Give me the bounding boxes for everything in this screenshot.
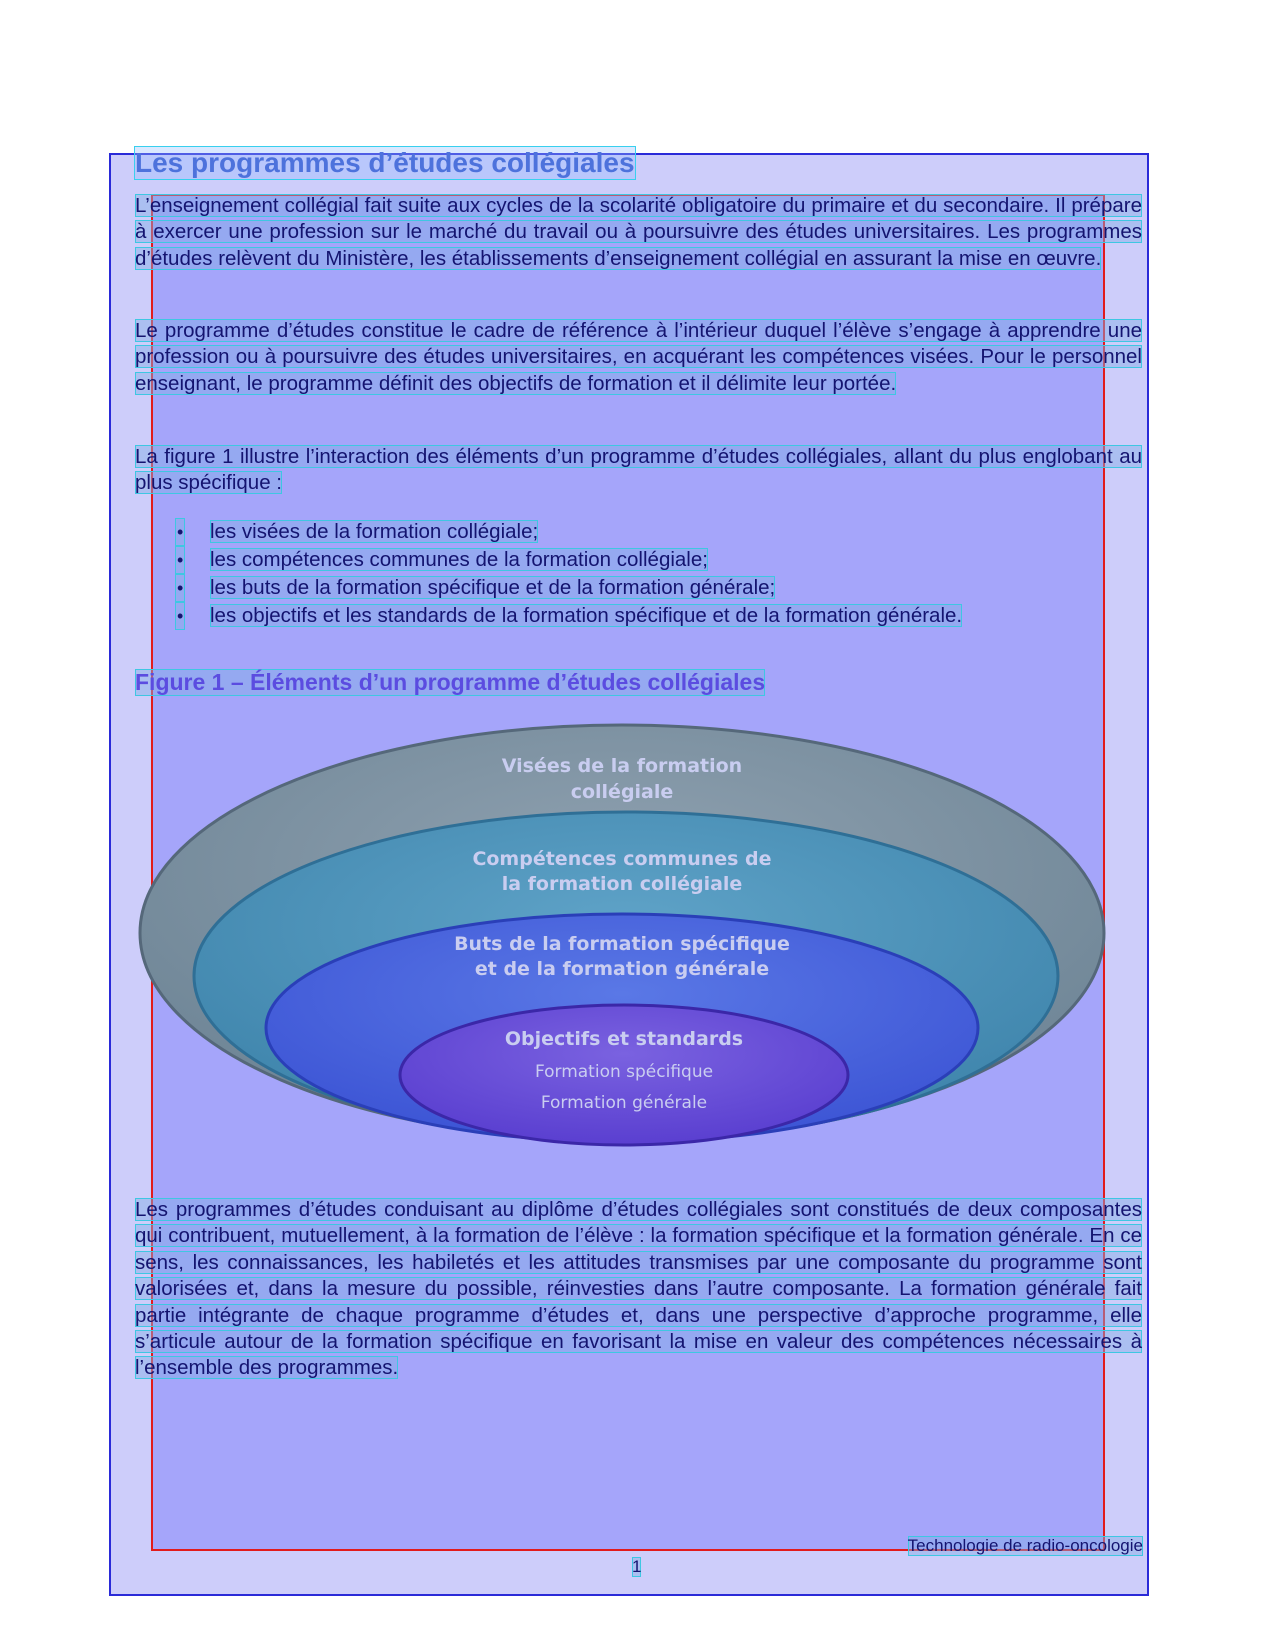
components-paragraph-text: Les programmes d’études conduisant au diplôme d’études collégiales sont constitués de deux composantes qui contribuent, mutuellement, à la formation de l’élève : la formation spécifique et la formation générale. En ce sens, les connaissances, les habiletés et les attitudes transmises par une composante du programme sont valorisées et, dans la mesure du possible, réinvesties dans l’autre composante. La formation générale fait partie intégrante de chaque programme d’études et, dans une perspective d’approche programme, elle s’articule autour de la formation spécifique en favorisant la mise en valeur des compétences nécessaires à l’ensemble des programmes.: [135, 1198, 1142, 1380]
objectifs-label-line1: Objectifs et standards: [504, 1028, 744, 1050]
figure-intro-paragraph: [135, 444, 1142, 497]
intro-paragraph-text: L’enseignement collégial fait suite aux cycles de la scolarité obligatoire du primaire et du secondaire. Il prépare à exercer une profession sur le marché du travail ou à poursuivre des études universitaires. Les programmes d’études relèvent du Ministère, les établissements d’enseignement collégial en assurant la mise en œuvre.: [135, 194, 1142, 270]
objectifs-label-line3: Formation générale: [540, 1093, 708, 1113]
competences-label-line2: la formation collégiale: [501, 873, 743, 895]
visees-label-line1: Visées de la formation: [501, 755, 743, 777]
elements-list: [175, 518, 1095, 630]
list-item: [175, 574, 1095, 602]
objectifs-label-line2: Formation spécifique: [534, 1062, 714, 1082]
page-title: Les programmes d’études collégiales: [135, 147, 635, 178]
nested-ellipse-diagram: [132, 718, 1112, 1148]
list-item: [175, 602, 1095, 630]
list-item: [175, 546, 1095, 574]
figure-caption: Figure 1 – Éléments d’un programme d’études collégiales: [135, 669, 766, 695]
components-paragraph: [135, 1197, 1142, 1382]
list-item-text: les compétences communes de la formation collégiale;: [210, 548, 708, 571]
list-item-text: les objectifs et les standards de la formation spécifique et de la formation générale.: [210, 604, 963, 627]
list-item: [175, 518, 1095, 546]
page-number: 1: [632, 1557, 642, 1576]
competences-label-line1: Compétences communes de: [472, 848, 772, 870]
buts-label-line2: et de la formation générale: [474, 958, 770, 980]
footer-program-name: Technologie de radio-oncologie: [907, 1536, 1143, 1555]
figure-intro-text: La figure 1 illustre l’interaction des éléments d’un programme d’études collégiales, allant du plus englobant au plus spécifique :: [135, 445, 1142, 495]
list-item-text: les visées de la formation collégiale;: [210, 520, 539, 543]
visees-label-line2: collégiale: [570, 781, 674, 803]
list-item-text: les buts de la formation spécifique et de la formation générale;: [210, 576, 776, 599]
program-definition-text: Le programme d’études constitue le cadre de référence à l’intérieur duquel l’élève s’engage à apprendre une profession ou à poursuivre des études universitaires, en acquérant les compétences visées. Pour le personnel enseignant, le programme définit des objectifs de formation et il délimite leur portée.: [135, 319, 1142, 395]
program-definition-paragraph: [135, 318, 1142, 397]
buts-label-line1: Buts de la formation spécifique: [454, 933, 790, 955]
intro-paragraph: [135, 193, 1142, 272]
